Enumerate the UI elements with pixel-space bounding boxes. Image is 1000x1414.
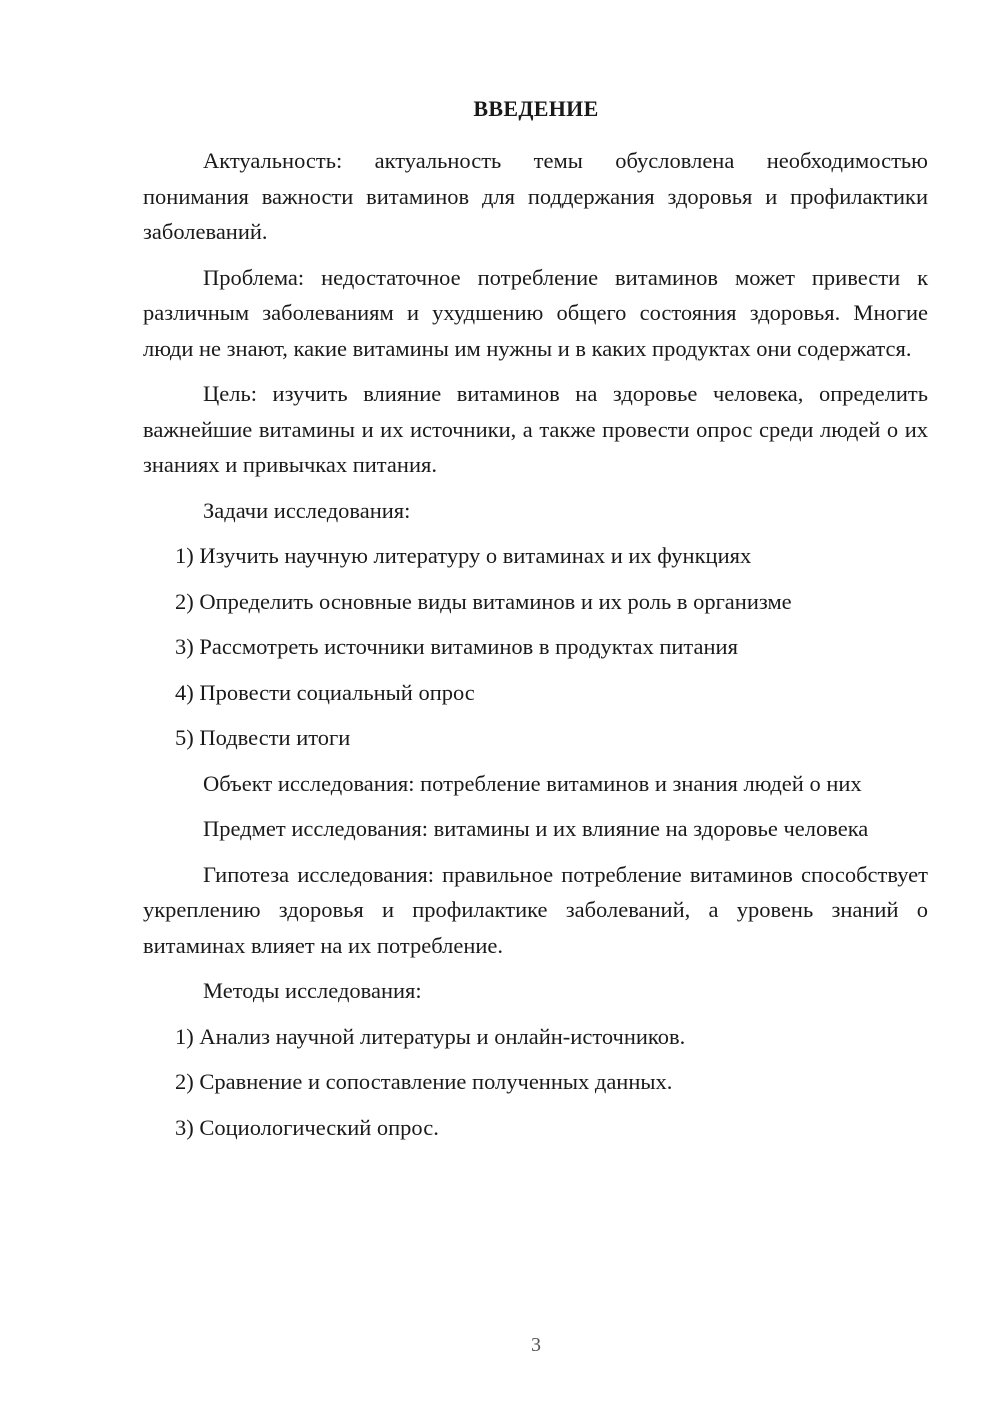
task-item: 5) Подвести итоги — [175, 725, 351, 750]
hypothesis-paragraph: Гипотеза исследования: правильное потребление витаминов способствует укреплению здоровья и профилактике заболеваний, а уровень знаний о витаминах влияет на их потребление. — [143, 861, 928, 958]
document-body — [143, 143, 928, 1145]
problem-paragraph: Проблема: недостаточное потребление витаминов может привести к различным заболеваниям и ухудшению общего состояния здоровья. Многие люди не знают, какие витамины им нужны и в каких продуктах они содержатся. — [143, 264, 928, 361]
method-item: 3) Социологический опрос. — [175, 1114, 439, 1140]
relevance-paragraph: Актуальность: актуальность темы обусловлена необходимостью понимания важности витаминов для поддержания здоровья и профилактики заболеваний. — [143, 148, 928, 244]
section-title: ВВЕДЕНИЕ — [473, 96, 599, 121]
task-item: 2) Определить основные виды витаминов и их роль в организме — [175, 588, 792, 614]
task-item: 4) Провести социальный опрос — [175, 679, 475, 705]
method-item: 1) Анализ научной литературы и онлайн-источников. — [175, 1023, 686, 1049]
object-paragraph: Объект исследования: потребление витаминов и знания людей о них — [203, 770, 862, 796]
subject-paragraph: Предмет исследования: витамины и их влияние на здоровье человека — [203, 816, 869, 841]
task-item: 1) Изучить научную литературу о витаминах и их функциях — [175, 543, 752, 568]
task-item: 3) Рассмотреть источники витаминов в продуктах питания — [175, 634, 738, 659]
page-number: 3 — [531, 1334, 541, 1356]
tasks-heading: Задачи исследования: — [203, 497, 411, 523]
method-item: 2) Сравнение и сопоставление полученных данных. — [175, 1069, 673, 1094]
methods-heading: Методы исследования: — [203, 978, 422, 1003]
goal-paragraph: Цель: изучить влияние витаминов на здоровье человека, определить важнейшие витамины и их источники, а также провести опрос среди людей о их знаниях и привычках питания. — [143, 381, 928, 477]
